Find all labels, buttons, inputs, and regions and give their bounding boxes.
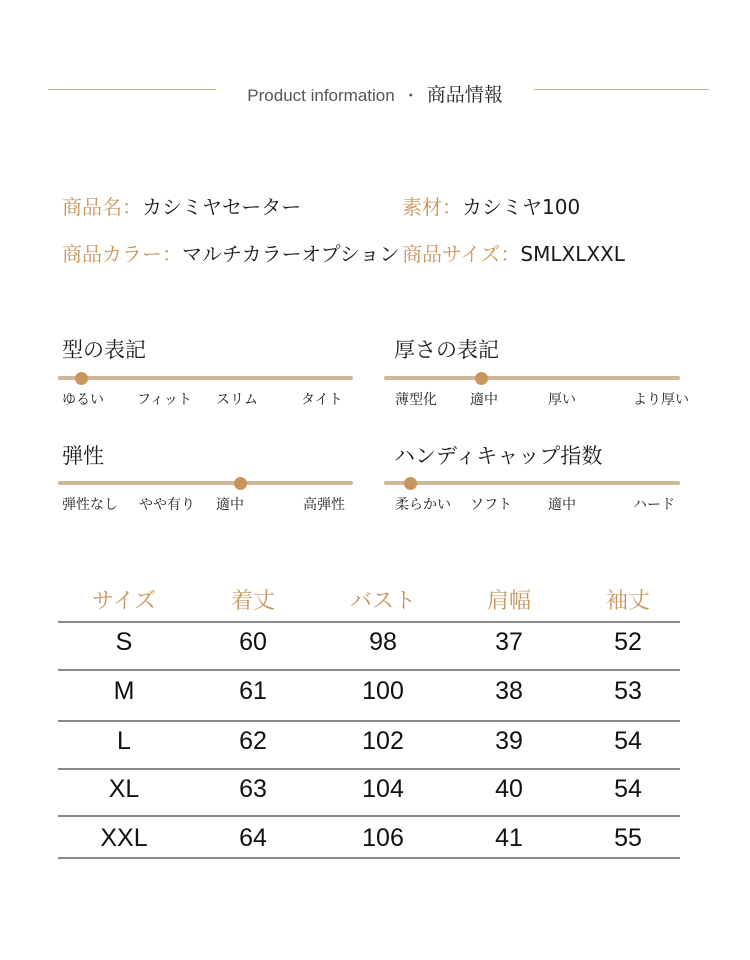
table-cell: L <box>117 727 131 755</box>
scale-track <box>384 376 680 380</box>
scale-label: ハード <box>633 497 675 513</box>
scale-title: 厚さの表記 <box>394 338 499 362</box>
scale-label: フィット <box>137 392 192 408</box>
table-cell: S <box>115 628 133 656</box>
info-product-color <box>62 238 399 267</box>
section-header <box>0 80 750 107</box>
header-title-en: Product information <box>247 86 395 105</box>
table-cell: 63 <box>239 775 267 803</box>
header-size: サイズ <box>91 589 157 614</box>
scale-label: やや有り <box>139 497 195 513</box>
scale-title: 弾性 <box>62 444 104 468</box>
info-product-name <box>62 191 301 220</box>
table-cell: 54 <box>614 775 642 803</box>
table-cell: 52 <box>614 628 642 656</box>
table-cell: 64 <box>239 824 267 852</box>
table-cell: 106 <box>362 824 404 852</box>
info-product-size <box>402 238 625 267</box>
scale-label: ゆるい <box>62 392 104 408</box>
info-value: SMLXLXXL <box>520 242 625 266</box>
scale-track <box>58 481 353 485</box>
table-rule <box>58 621 680 623</box>
table-cell: 41 <box>495 824 523 852</box>
header-shoulder: 肩幅 <box>486 589 531 614</box>
scale-label: 適中 <box>548 497 576 513</box>
table-cell: 100 <box>362 677 404 705</box>
info-label: 素材： <box>402 195 462 219</box>
scale-label: 適中 <box>216 497 244 513</box>
header-bust: バスト <box>349 589 416 614</box>
table-cell: 104 <box>362 775 404 803</box>
table-cell: 38 <box>495 677 523 705</box>
table-cell: XL <box>108 775 140 803</box>
header-length: 着丈 <box>230 589 275 614</box>
scale-label: 高弾性 <box>303 497 345 513</box>
header-title-jp: 商品情報 <box>426 84 503 106</box>
scale-title: 型の表記 <box>62 338 146 362</box>
scale-label: 弾性なし <box>62 497 118 513</box>
info-value: カシミヤセーター <box>142 195 302 219</box>
scale-label: スリム <box>216 392 258 408</box>
scale-title: ハンディキャップ指数 <box>394 444 603 468</box>
table-cell: XXL <box>100 824 148 852</box>
scale-label: 適中 <box>470 392 498 408</box>
table-rule <box>58 815 680 817</box>
table-cell: M <box>113 677 135 705</box>
table-cell: 40 <box>495 775 523 803</box>
scale-label: 柔らかい <box>395 497 451 513</box>
table-cell: 62 <box>239 727 267 755</box>
table-cell: 53 <box>614 677 642 705</box>
scale-indicator <box>475 372 488 385</box>
scale-indicator <box>75 372 88 385</box>
scale-indicator <box>234 477 247 490</box>
table-cell: 60 <box>239 628 267 656</box>
scale-label: 厚い <box>548 392 576 408</box>
scale-label: 薄型化 <box>395 392 437 408</box>
scale-label: タイト <box>301 392 343 408</box>
table-cell: 55 <box>614 824 642 852</box>
table-rule <box>58 669 680 671</box>
info-label: 商品サイズ： <box>402 242 521 266</box>
table-rule <box>58 857 680 859</box>
header-separator: ・ <box>402 86 419 105</box>
info-value: カシミヤ100 <box>462 195 581 219</box>
scale-track <box>58 376 353 380</box>
table-cell: 39 <box>495 727 523 755</box>
scale-indicator <box>404 477 417 490</box>
table-rule <box>58 768 680 770</box>
table-cell: 37 <box>495 628 523 656</box>
scale-label: より厚い <box>633 392 689 408</box>
table-cell: 54 <box>614 727 642 755</box>
info-label: 商品名： <box>62 195 142 219</box>
table-cell: 98 <box>369 628 397 656</box>
info-value: マルチカラーオプション <box>182 242 400 266</box>
info-label: 商品カラー： <box>62 242 182 266</box>
table-rule <box>58 720 680 722</box>
scale-track <box>384 481 680 485</box>
header-sleeve: 袖丈 <box>605 589 650 614</box>
info-material <box>402 191 580 220</box>
scale-label: ソフト <box>470 497 512 513</box>
table-cell: 102 <box>362 727 404 755</box>
table-cell: 61 <box>239 677 267 705</box>
